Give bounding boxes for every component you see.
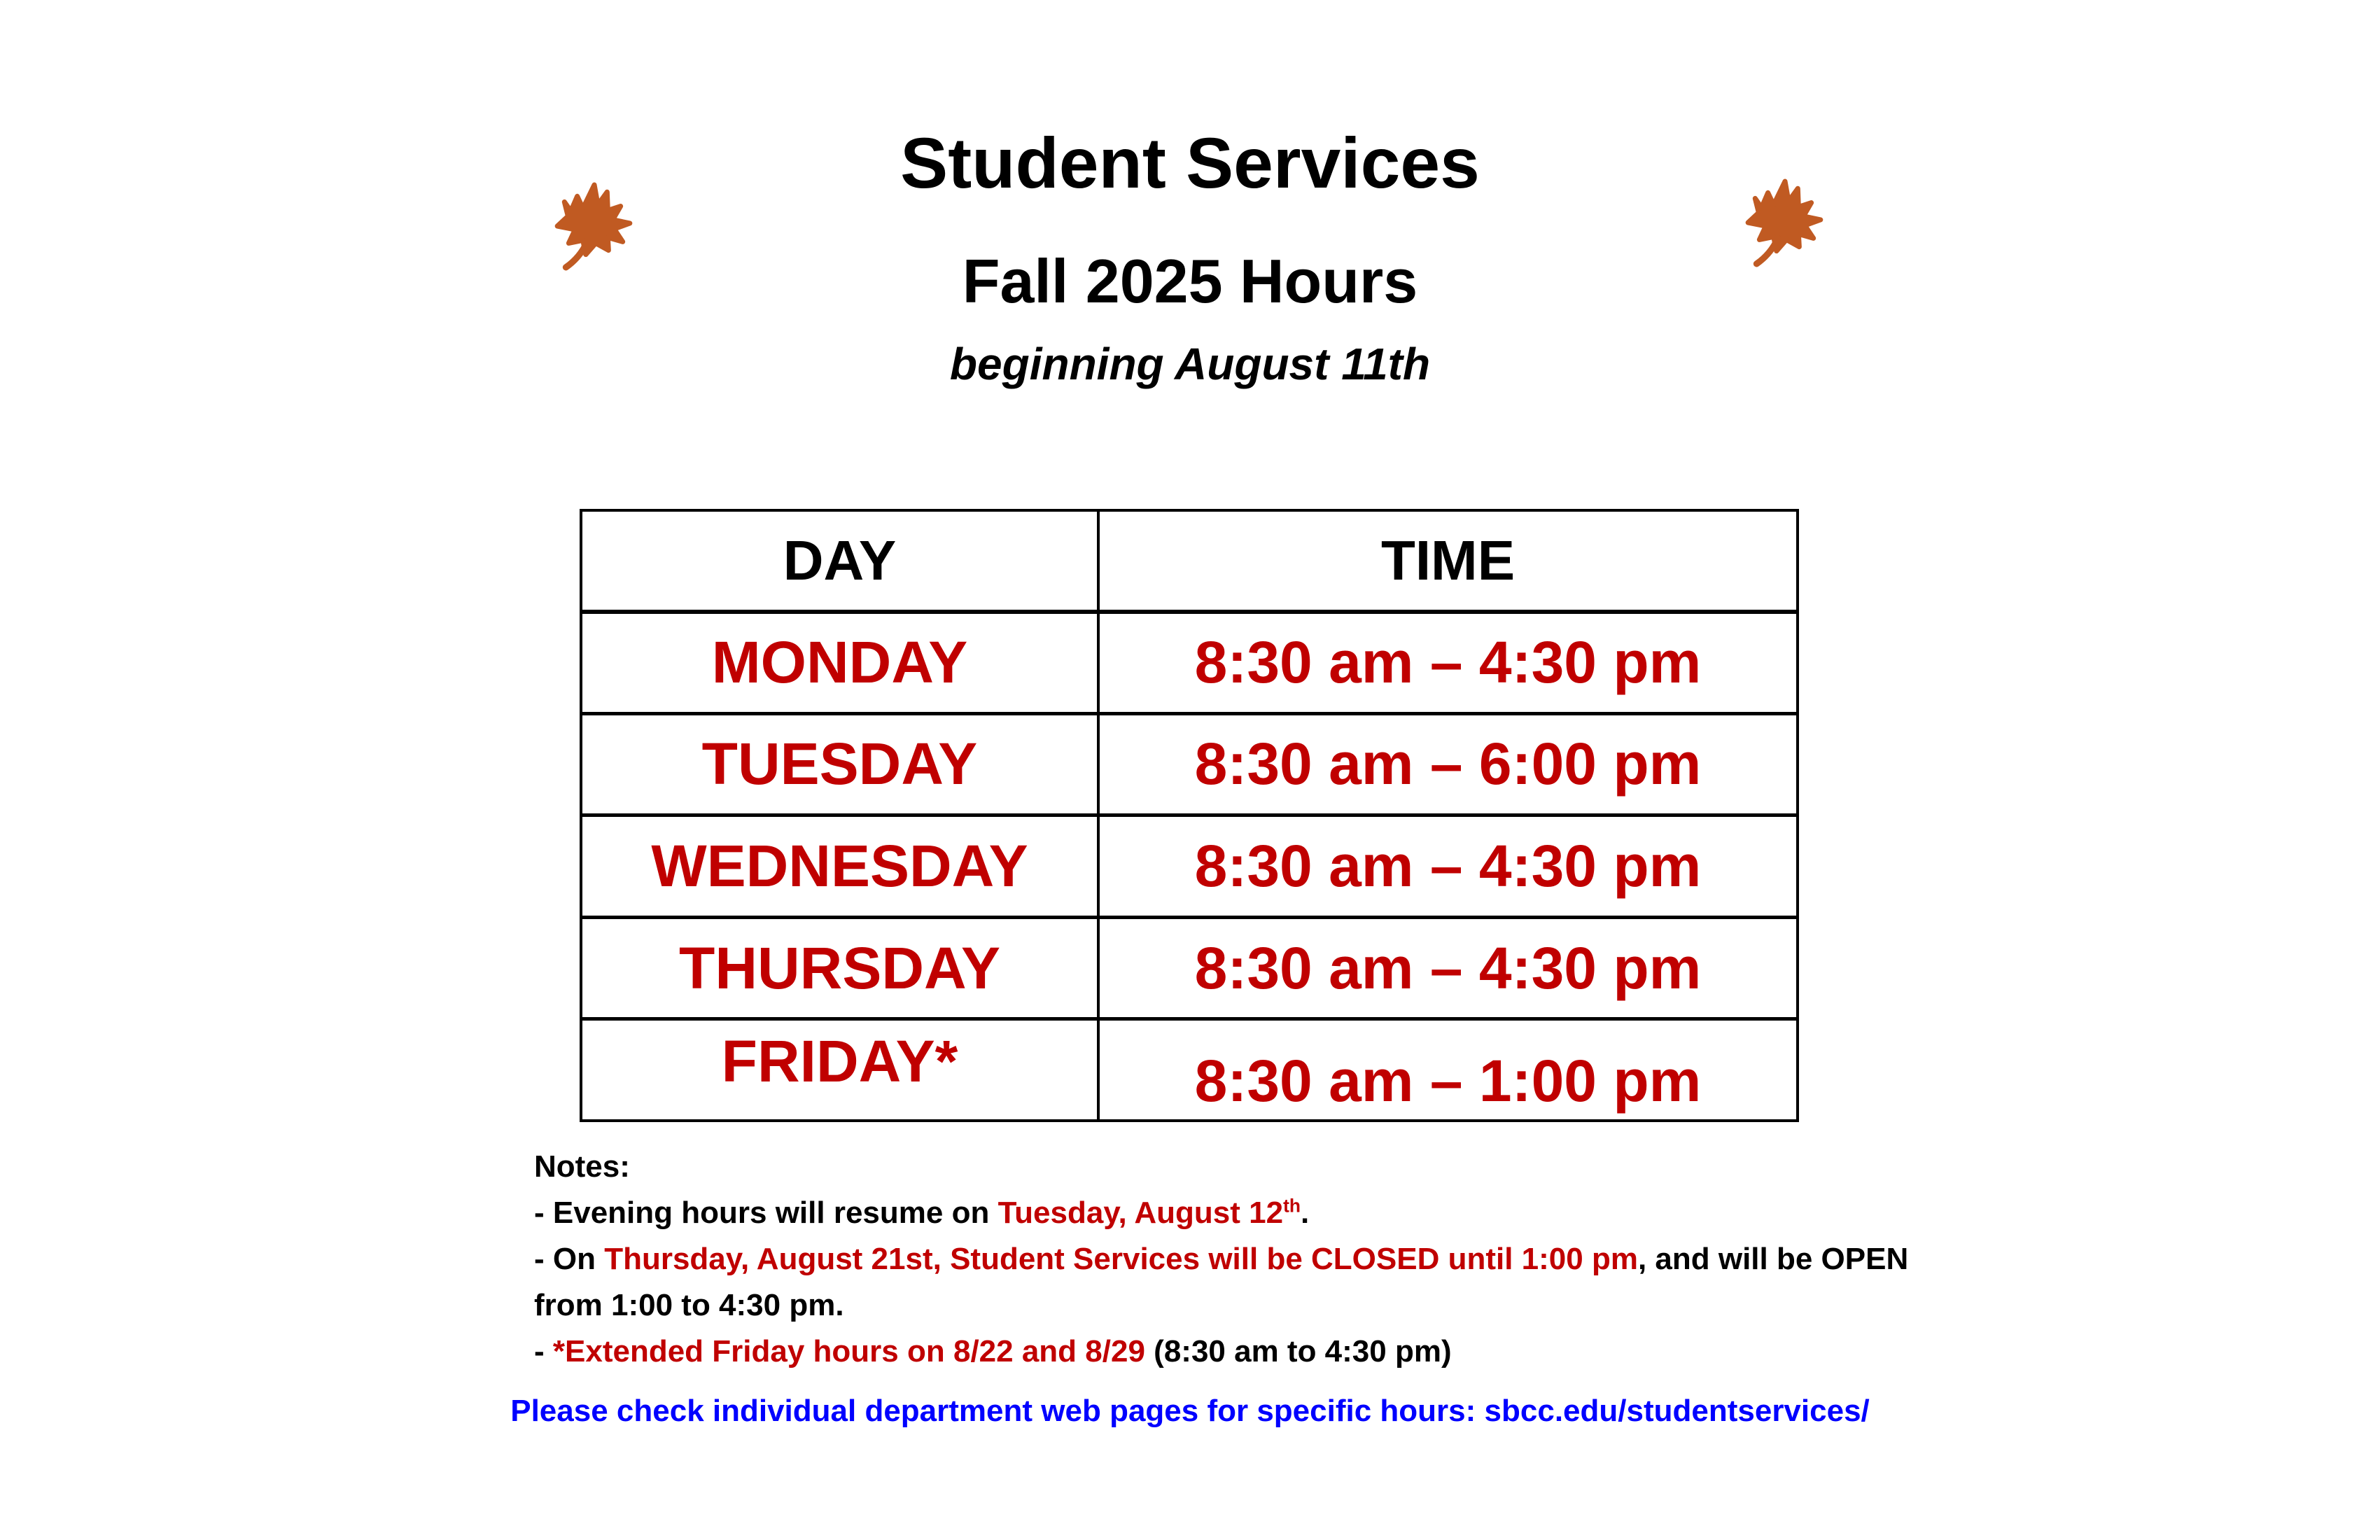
day-label: THURSDAY bbox=[679, 934, 1000, 1001]
start-date-tagline: beginning August 11th bbox=[949, 339, 1431, 389]
note-extended-friday: - *Extended Friday hours on 8/22 and 8/29 (8:30 am to 4:30 pm) bbox=[534, 1334, 1452, 1368]
table-row-thursday-day bbox=[582, 916, 1100, 1018]
table-row-friday-time bbox=[1100, 1017, 1796, 1119]
table-row-monday-time bbox=[1100, 610, 1796, 712]
table-row-wednesday-day bbox=[582, 813, 1100, 916]
notes-section bbox=[534, 1144, 2004, 1375]
note-evening-hours-date: Tuesday, August 12 bbox=[997, 1196, 1284, 1230]
note-closed-thursday-detail: Thursday, August 21st, Student Services will be CLOSED until 1:00 pm bbox=[604, 1242, 1638, 1276]
time-value: 8:30 am – 4:30 pm bbox=[1194, 629, 1702, 696]
time-header-label: TIME bbox=[1380, 529, 1516, 592]
table-row-tuesday-day bbox=[582, 712, 1100, 814]
time-value: 8:30 am – 4:30 pm bbox=[1194, 934, 1702, 1001]
hours-table bbox=[580, 509, 1799, 1122]
day-label: WEDNESDAY bbox=[651, 832, 1028, 899]
table-row-wednesday-time bbox=[1100, 813, 1796, 916]
note-evening-hours: - Evening hours will resume on Tuesday, August 12th. bbox=[534, 1195, 1310, 1230]
table-row-friday-day bbox=[582, 1017, 1100, 1119]
time-value: 8:30 am – 6:00 pm bbox=[1194, 731, 1702, 797]
note-closed-thursday: - On Thursday, August 21st, Student Services will be CLOSED until 1:00 pm, and will be OPEN bbox=[534, 1242, 1909, 1276]
day-label: MONDAY bbox=[711, 629, 968, 696]
page-title: Student Services bbox=[900, 123, 1480, 203]
footer-message: Please check individual department web pages for specific hours: bbox=[510, 1394, 1485, 1428]
note-extended-friday-detail: *Extended Friday hours on 8/22 and 8/29 bbox=[552, 1334, 1145, 1368]
table-row-thursday-time bbox=[1100, 916, 1796, 1018]
note-closed-thursday-continued: from 1:00 to 4:30 pm. bbox=[534, 1288, 844, 1322]
notes-heading: Notes: bbox=[534, 1149, 630, 1184]
table-row-monday-day bbox=[582, 610, 1100, 712]
day-label: FRIDAY* bbox=[721, 1028, 958, 1095]
day-label: TUESDAY bbox=[701, 731, 978, 797]
time-header-cell bbox=[1100, 512, 1796, 610]
footer-note bbox=[0, 1390, 2380, 1432]
student-services-link[interactable]: sbcc.edu/studentservices/ bbox=[1484, 1394, 1870, 1428]
time-value: 8:30 am – 4:30 pm bbox=[1194, 832, 1702, 899]
page-subtitle: Fall 2025 Hours bbox=[962, 246, 1418, 316]
time-value: 8:30 am – 1:00 pm bbox=[1194, 1048, 1702, 1114]
day-header-cell bbox=[582, 512, 1100, 610]
day-header-label: DAY bbox=[783, 529, 897, 592]
table-row-tuesday-time bbox=[1100, 712, 1796, 814]
